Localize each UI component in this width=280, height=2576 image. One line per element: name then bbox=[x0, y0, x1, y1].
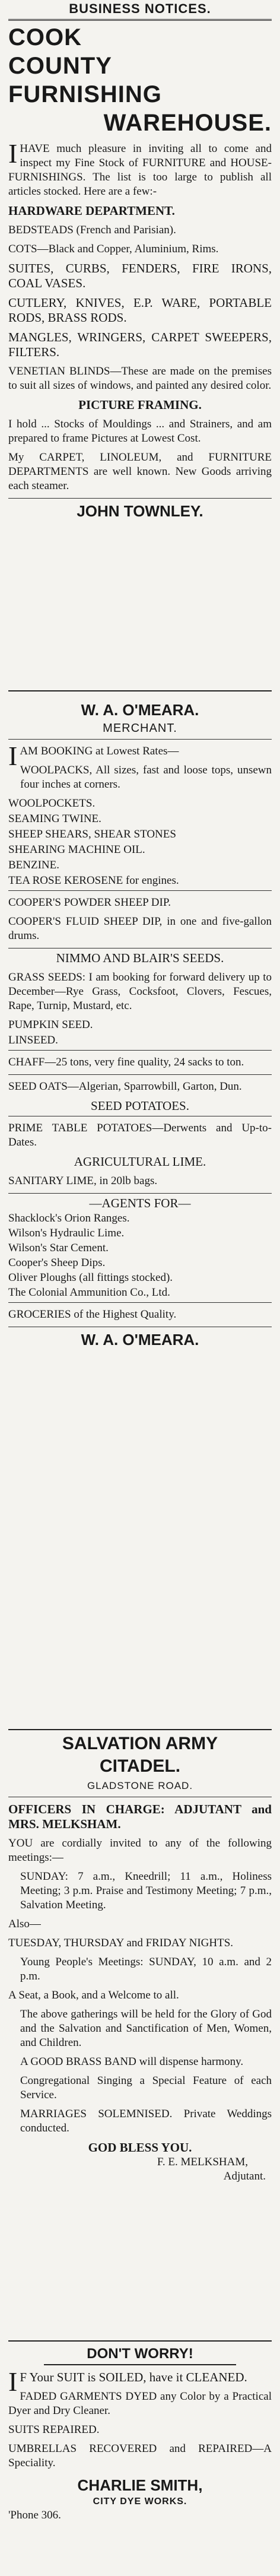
divider bbox=[8, 2340, 272, 2342]
signature-role: Adjutant. bbox=[223, 2170, 266, 2182]
list-item: MANGLES, WRINGERS, CARPET SWEEPERS, FILTERS. bbox=[8, 330, 272, 359]
cook-county-ad bbox=[8, 23, 272, 688]
body-text: UMBRELLAS RECOVERED and REPAIRED—A Speciality. bbox=[8, 2442, 272, 2469]
list-item: COOPER'S FLUID SHEEP DIP, in one and five-gallon drums. bbox=[8, 915, 272, 942]
body-text: GRASS SEEDS: I am booking for forward delivery up to December—Rye Grass, Cocksfoot, Clovers, Fescues, Rape, Turnip, Mustard, etc. bbox=[8, 971, 272, 1012]
list-item: COOPER'S POWDER SHEEP DIP. bbox=[8, 896, 171, 909]
phone-line: 'Phone 306. bbox=[8, 2509, 61, 2521]
body-text: FADED GARMENTS DYED any Color by a Practical Dyer and Dry Cleaner. bbox=[8, 2390, 272, 2417]
dye-works-ad bbox=[8, 2344, 272, 2575]
list-item: TEA ROSE KEROSENE for engines. bbox=[8, 874, 179, 887]
body-text: SUNDAY: 7 a.m., Kneedrill; 11 a.m., Holiness Meeting; 3 p.m. Praise and Testimony Meeting; 7 p.m., Salvation Meeting. bbox=[20, 1870, 272, 1911]
omeara-ad bbox=[8, 694, 272, 1727]
list-item: The Colonial Ammunition Co., Ltd. bbox=[8, 1286, 170, 1299]
list-item: Oliver Ploughs (all fittings stocked). bbox=[8, 1271, 173, 1284]
body-text: CHAFF—25 tons, very fine quality, 24 sacks to ton. bbox=[8, 1056, 244, 1068]
merchant-role: MERCHANT. bbox=[103, 722, 177, 735]
list-item: Shacklock's Orion Ranges. bbox=[8, 1212, 130, 1224]
body-text: TUESDAY, THURSDAY and FRIDAY NIGHTS. bbox=[8, 1937, 234, 1949]
body-text: IAM BOOKING at Lowest Rates— bbox=[8, 741, 179, 771]
list-item: Wilson's Star Cement. bbox=[8, 1242, 109, 1254]
divider bbox=[8, 739, 272, 740]
body-text: Congregational Singing a Special Feature of each Service. bbox=[20, 2074, 272, 2101]
list-item: BENZINE. bbox=[8, 859, 60, 871]
list-item: SHEEP SHEARS, SHEAR STONES bbox=[8, 828, 176, 840]
ad-title-line: SALVATION ARMY bbox=[62, 1734, 218, 1753]
salvation-army-ad bbox=[8, 1733, 272, 2338]
list-item: Wilson's Hydraulic Lime. bbox=[8, 1227, 125, 1239]
body-text: The above gatherings will be held for the Glory of God and the Salvation and Sanctification of Men, Women, and Children. bbox=[20, 2008, 272, 2049]
list-item: SEAMING TWINE. bbox=[8, 813, 101, 825]
divider bbox=[8, 1302, 272, 1303]
section-heading: SEED POTATOES. bbox=[91, 1099, 189, 1113]
ad-title-line: COUNTY bbox=[8, 53, 112, 79]
proprietor-name: JOHN TOWNLEY. bbox=[77, 502, 203, 520]
list-item: Cooper's Sheep Dips. bbox=[8, 1257, 106, 1269]
intro-text: IHAVE much pleasure in inviting all to come and inspect my Fine Stock of FURNITURE and HOUSE-FURNISHINGS. The list is too large to publish all articles stocked. Here are a few:- bbox=[8, 138, 272, 198]
divider bbox=[8, 19, 272, 21]
body-text: GROCERIES of the Highest Quality. bbox=[8, 1308, 177, 1321]
body-text: Also— bbox=[8, 1918, 41, 1930]
section-heading: —AGENTS FOR— bbox=[89, 1196, 191, 1210]
divider bbox=[8, 1050, 272, 1051]
divider bbox=[8, 1729, 272, 1730]
section-heading: PICTURE FRAMING. bbox=[78, 398, 202, 412]
ad-title-line: CITADEL. bbox=[99, 1756, 181, 1776]
section-heading: HARDWARE DEPARTMENT. bbox=[8, 204, 175, 218]
ad-title-line: WAREHOUSE. bbox=[103, 110, 272, 136]
address-line: GLADSTONE ROAD. bbox=[87, 1780, 193, 1791]
divider bbox=[8, 690, 272, 691]
list-item: WOOLPOCKETS. bbox=[8, 797, 96, 810]
business-subtitle: CITY DYE WORKS. bbox=[93, 2496, 187, 2507]
divider bbox=[8, 890, 272, 891]
body-text: IF Your SUIT is SOILED, have it CLEANED. bbox=[8, 2366, 247, 2397]
divider bbox=[8, 498, 272, 499]
list-item: SHEARING MACHINE OIL. bbox=[8, 843, 145, 856]
ad-title: DON'T WORRY! bbox=[44, 2344, 236, 2365]
list-item: VENETIAN BLINDS—These are made on the premises to suit all sizes of windows, and painted any desired color. bbox=[8, 365, 272, 392]
section-heading: AGRICULTURAL LIME. bbox=[74, 1154, 206, 1169]
divider bbox=[8, 1074, 272, 1075]
body-text: SEED OATS—Algerian, Sparrowbill, Garton, Dun. bbox=[8, 1080, 242, 1093]
list-item: SUITES, CURBS, FENDERS, FIRE IRONS, COAL VASES. bbox=[8, 261, 272, 290]
divider bbox=[8, 1193, 272, 1194]
list-item: LINSEED. bbox=[8, 1034, 58, 1046]
body-text: MARRIAGES SOLEMNISED. Private Weddings conducted. bbox=[20, 2108, 272, 2134]
body-text: YOU are cordially invited to any of the following meetings:— bbox=[8, 1837, 272, 1864]
body-text: OFFICERS IN CHARGE: ADJUTANT and MRS. MELKSHAM. bbox=[8, 1802, 272, 1831]
signature: F. E. MELKSHAM, bbox=[157, 2156, 248, 2168]
body-text: Young People's Meetings: SUNDAY, 10 a.m. and 2 p.m. bbox=[20, 1956, 272, 1982]
body-text: I hold ... Stocks of Mouldings ... and Strainers, and am prepared to frame Pictures at Lowest Cost. bbox=[8, 418, 272, 445]
merchant-name: W. A. O'MEARA. bbox=[81, 701, 199, 719]
section-header: BUSINESS NOTICES. bbox=[69, 1, 211, 16]
body-text: My CARPET, LINOLEUM, and FURNITURE DEPARTMENTS are well known. New Goods arriving each steamer. bbox=[8, 451, 272, 492]
body-text: SANITARY LIME, in 20lb bags. bbox=[8, 1175, 158, 1187]
business-name: CHARLIE SMITH, bbox=[77, 2476, 203, 2494]
body-text: A GOOD BRASS BAND will dispense harmony. bbox=[20, 2055, 244, 2068]
list-item: COTS—Black and Copper, Aluminium, Rims. bbox=[8, 243, 219, 255]
ad-title-line: COOK bbox=[8, 24, 82, 50]
list-item: WOOLPACKS, All sizes, fast and loose tops, unsewn four inches at corners. bbox=[20, 764, 272, 791]
list-item: PUMPKIN SEED. bbox=[8, 1019, 93, 1031]
list-item: BEDSTEADS (French and Parisian). bbox=[8, 224, 176, 236]
body-text: SUITS REPAIRED. bbox=[8, 2423, 100, 2436]
list-item: CUTLERY, KNIVES, E.P. WARE, PORTABLE RODS, BRASS RODS. bbox=[8, 296, 272, 325]
ad-title-line: FURNISHING bbox=[8, 81, 162, 107]
body-text: PRIME TABLE POTATOES—Derwents and Up-to-Dates. bbox=[8, 1122, 272, 1149]
merchant-name: W. A. O'MEARA. bbox=[81, 1331, 199, 1349]
body-text: A Seat, a Book, and a Welcome to all. bbox=[8, 1989, 179, 2001]
blessing-line: GOD BLESS YOU. bbox=[88, 2140, 192, 2155]
section-heading: NIMMO AND BLAIR'S SEEDS. bbox=[56, 951, 224, 965]
